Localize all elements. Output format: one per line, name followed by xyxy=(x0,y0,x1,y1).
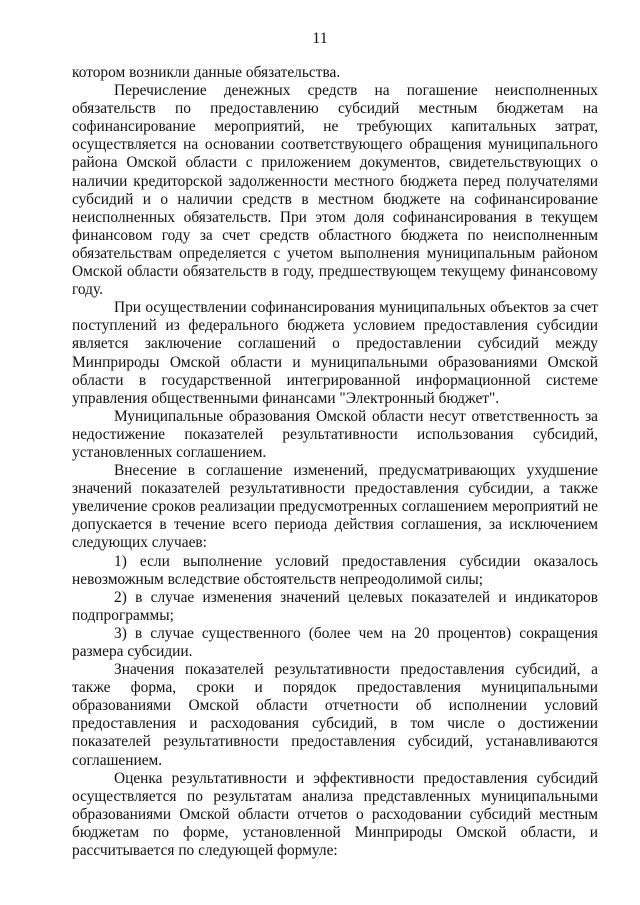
paragraph-evaluation: Оценка результативности и эффективности предоставления субсидий осуществляется по результатам анализа представленных муниципальными образованиями Омской области отчетов о расходовании субсидий местным бюджетам по форме, установленной Минприроды Омской области, и рассчитывается по следующей формуле: xyxy=(72,769,598,860)
page-number: 11 xyxy=(312,30,328,47)
paragraph-continuation: котором возникли данные обязательства. xyxy=(72,64,341,81)
list-item-subsidy-reduction: 3) в случае существенного (более чем на 20 процентов) сокращения размера субсидии. xyxy=(72,624,598,660)
paragraph-transfer-of-funds: Перечисление денежных средств на погашение неисполненных обязательств по предоставлению субсидий местным бюджетам на софинансирование мероприятий, не требующих капитальных затрат, осуществляется на основании соответствующего обращения муниципального района Омской области с приложением документов, свидетельствующих о наличии кредиторской задолженности местного бюджета перед получателями субсидий и о наличии средств в местном бюджете на софинансирование неисполненных обязательств. При этом доля софинансирования в текущем финансовом году за счет средств областного бюджета по неисполненным обязательствам определяется с учетом выполнения муниципальным районом Омской области обязательств в году, предшествующем текущему финансовому году. xyxy=(72,82,598,299)
paragraph-agreement-changes: Внесение в соглашение изменений, предусматривающих ухудшение значений показателей результативности предоставления субсидии, а также увеличение сроков реализации предусмотренных соглашением мероприятий не допускается в течение всего периода действия соглашения, за исключением следующих случаев: xyxy=(72,462,598,552)
list-item-target-indicators: 2) в случае изменения значений целевых показателей и индикаторов подпрограммы; xyxy=(72,588,598,624)
paragraph-responsibility: Муниципальные образования Омской области несут ответственность за недостижение показателей результативности использования субсидий, установленных соглашением. xyxy=(72,407,598,461)
document-body xyxy=(72,64,598,860)
paragraph-reporting: Значения показателей результативности предоставления субсидий, а также форма, сроки и порядок предоставления муниципальными образованиями Омской области отчетности об исполнении условий предоставления и расходования субсидий, в том числе о достижении показателей результативности предоставления субсидий, устанавливаются соглашением. xyxy=(72,661,598,769)
paragraph-federal-cofinancing: При осуществлении софинансирования муниципальных объектов за счет поступлений из федерального бюджета условием предоставления субсидии является заключение соглашений о предоставлении субсидий между Минприроды Омской области и муниципальными образованиями Омской области в государственной интегрированной информационной системе управления общественными финансами "Электронный бюджет". xyxy=(72,299,598,407)
list-item-force-majeure: 1) если выполнение условий предоставления субсидии оказалось невозможным вследствие обстоятельств непреодолимой силы; xyxy=(72,552,598,588)
